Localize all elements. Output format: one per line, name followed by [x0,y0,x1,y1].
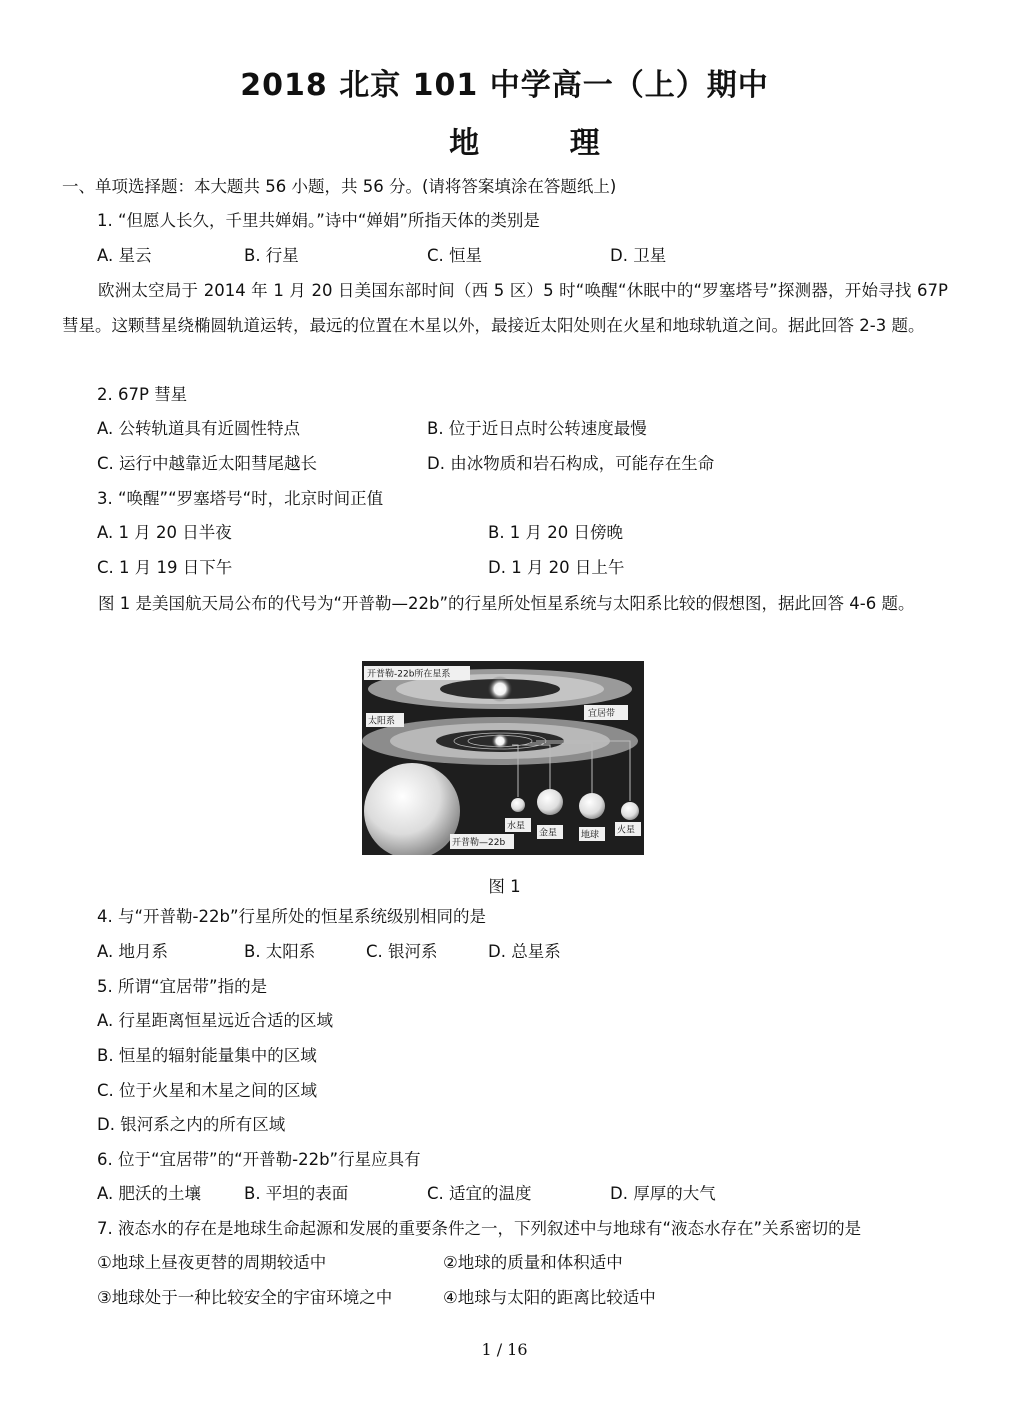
question-2-option-b: B. 位于近日点时公转速度最慢 [427,419,647,438]
question-1-option-d: D. 卫星 [610,246,667,265]
label-solar-system: 太阳系 [368,716,396,727]
question-3-option-a: A. 1 月 20 日半夜 [97,523,232,542]
figure-1-diagram [362,661,644,855]
section-heading: 一、单项选择题：本大题共 56 小题，共 56 分。(请将答案填涂在答题纸上) [62,177,617,196]
exam-title: 2018 北京 101 中学高一（上）期中 [240,68,769,103]
mars-planet [621,802,639,820]
question-4-option-b: B. 太阳系 [244,942,316,961]
venus-planet [537,789,563,815]
question-6-option-d: D. 厚厚的大气 [610,1184,716,1203]
question-4-option-c: C. 银河系 [366,942,438,961]
question-4-stem: 4. 与“开普勒-22b”行星所处的恒星系统级别相同的是 [97,907,487,926]
question-6-option-c: C. 适宜的温度 [427,1184,532,1203]
reading-passage-1: 欧洲太空局于 2014 年 1 月 20 日美国东部时间（西 5 区）5 时“唤醒“休眠中的“罗塞塔号”探测器，开始寻找 67P 彗星。这颗彗星绕椭圆轨道运转，最远的位置在木星以外，最接近太阳处则在火星和地球轨道之间。据此回答 2-3 题。 [62,281,948,335]
question-3-option-c: C. 1 月 19 日下午 [97,558,233,577]
question-2-option-a: A. 公转轨道具有近圆性特点 [97,419,300,438]
question-6-stem: 6. 位于“宜居带”的“开普勒-22b”行星应具有 [97,1150,421,1169]
label-kepler-22b: 开普勒—22b [452,838,506,848]
label-earth: 地球 [581,830,600,841]
question-7-item-2: ②地球的质量和体积适中 [443,1253,623,1272]
question-4-option-d: D. 总星系 [488,942,561,961]
question-5-option-c: C. 位于火星和木星之间的区域 [97,1081,318,1100]
question-1-option-c: C. 恒星 [427,246,483,265]
earth-planet [579,793,605,819]
question-3-option-b: B. 1 月 20 日傍晚 [488,523,624,542]
question-3-stem: 3. “唤醒”“罗塞塔号“时，北京时间正值 [97,489,384,508]
question-6-option-b: B. 平坦的表面 [244,1184,349,1203]
question-5-stem: 5. 所谓“宜居带”指的是 [97,977,268,996]
kepler-star [487,676,513,702]
reading-passage-2: 图 1 是美国航天局公布的代号为“开普勒—22b”的行星所处恒星系统与太阳系比较的假想图，据此回答 4-6 题。 [98,594,915,613]
question-5-option-d: D. 银河系之内的所有区域 [97,1115,286,1134]
question-7-item-3: ③地球处于一种比较安全的宇宙环境之中 [97,1288,393,1307]
question-4-option-a: A. 地月系 [97,942,168,961]
question-7-item-4: ④地球与太阳的距离比较适中 [443,1288,656,1307]
question-2-stem: 2. 67P 彗星 [97,385,188,404]
question-5-option-b: B. 恒星的辐射能量集中的区域 [97,1046,317,1065]
figure-1-caption: 图 1 [488,877,521,896]
question-1-option-b: B. 行星 [244,246,299,265]
kepler-22b-planet [364,763,460,855]
question-2-option-c: C. 运行中越靠近太阳彗尾越长 [97,454,318,473]
sun [491,732,509,750]
page-number: 1 / 16 [481,1340,528,1359]
subject-title: 地 理 [449,126,640,161]
label-mercury: 水星 [507,821,526,832]
question-1-option-a: A. 星云 [97,246,152,265]
mercury-planet [511,798,525,812]
question-6-option-a: A. 肥沃的土壤 [97,1184,201,1203]
question-7-item-1: ①地球上昼夜更替的周期较适中 [97,1253,327,1272]
question-2-option-d: D. 由冰物质和岩石构成，可能存在生命 [427,454,715,473]
label-habitable-zone: 宜居带 [588,709,616,719]
question-7-stem: 7. 液态水的存在是地球生命起源和发展的重要条件之一，下列叙述中与地球有“液态水存在”关系密切的是 [97,1219,862,1238]
question-1-stem: 1. “但愿人长久，千里共婵娟。”诗中“婵娟”所指天体的类别是 [97,211,540,230]
question-3-option-d: D. 1 月 20 日上午 [488,558,625,577]
label-kepler-system: 开普勒-22b所在星系 [367,669,451,680]
label-mars: 火星 [617,825,636,836]
label-venus: 金星 [539,828,558,839]
question-5-option-a: A. 行星距离恒星远近合适的区域 [97,1011,333,1030]
